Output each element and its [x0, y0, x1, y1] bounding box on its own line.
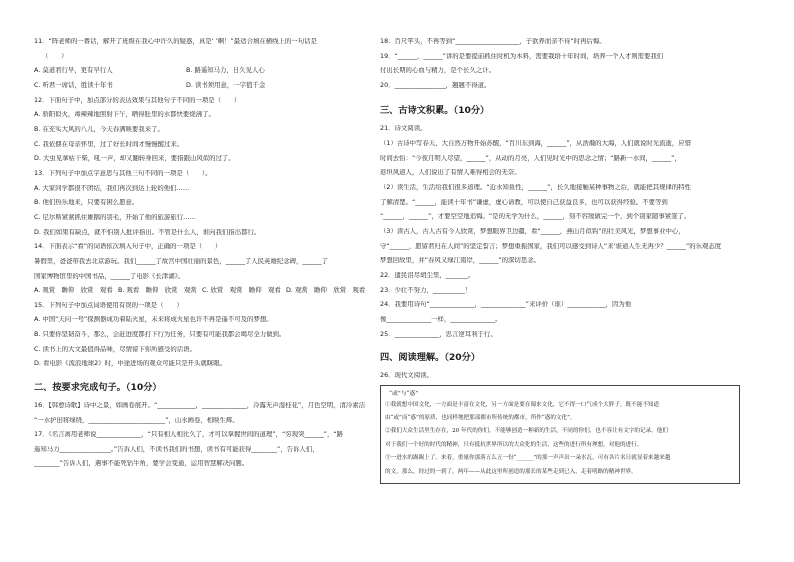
section-4-title: 四、阅读理解。（20分） — [380, 351, 481, 363]
q15-option-b: B. 只要你坚韧奋斗，那么，会赶进度都打下行为任务，只要有可能我都会竭尽全力做到。 — [34, 331, 286, 339]
q26-stem: 26．现代文阅读。 — [380, 371, 433, 379]
q11-option-c: C. 听君一席话，胜读十年书 — [34, 80, 113, 89]
q11-paren: （ ） — [42, 52, 68, 60]
q13-stem: 13．下列句子中加点字意思与其他三句不同的一项是（ ）。 — [34, 169, 212, 177]
q13-option-d: D. 我们如果有缺点，就不怕别人批评指出。不管是什么人，谁向我们指出都行。 — [34, 228, 261, 236]
q17-line1: 17．《名言离用老师说______________，“只有相人相比久了，才可以掌握世间的道理”，“穷现突______”，“路 — [34, 431, 344, 439]
q17-line3: ________”告诉人们，遇事不能死钻牛角，要学会变通，运用智慧解决问题。 — [34, 460, 249, 468]
q14-body-line1: 暑假里，爸爸带我去北京游玩。我们______了故宫中国壮丽的景色，______了人民英雄纪念碑，______了 — [34, 257, 328, 265]
q12-option-c: C. 我依偎在母亲怀里，过了好长时间才慢慢醒过来。 — [34, 140, 184, 148]
section-3-title: 三、古诗文积累。（10分） — [380, 105, 490, 117]
q22: 22．遗民泪尽胡尘里，_______。 — [380, 271, 475, 279]
q11-option-a: A. 莫道君行早，更有早行人 — [34, 66, 113, 75]
q14-stem: 14．下面表示“看”的词语依次填入句子中，正确的一项是（ ） — [34, 243, 222, 251]
q23: 23．少壮不努力，__________！ — [380, 286, 472, 294]
passage-para1-line1: ①我就想中国文化，一方面是丰富在文化，另一方面是要在蜀来文化，它不得一口气成个大胖子，既不能不知道 — [385, 401, 660, 408]
q19-line1: 19．“______，______”讲的是要提前抓住时机为木料，需要栽培十年时间，培养一个人才则需要我们 — [380, 52, 664, 60]
q16-line1: 16．【韩愈诗歌】诗中之景，如画卷展开。“____________，______________，冷露无声湿桂花”，月色空明，清冷素洁 — [34, 401, 366, 409]
q18: 18．百尺竿头，不再等到“____________________，子欲养而亲不待”时再后悔。 — [380, 38, 606, 45]
q24-line1: 24．我要用诗句“______________，______________”来评价（谁）____________，因为他 — [380, 301, 632, 309]
q21-part1-line2: 时间去怕：“今夜月明人尽望，______”，从动的月亮，人们见时光中的思念之情；“路新一水间，______”， — [380, 154, 681, 162]
q11-options-ab — [34, 67, 374, 74]
q21-part3-line3: 梦想回故里，并“春风又绿江南岸，______”的深切思念。 — [380, 257, 540, 265]
section-2-title: 二、按要求完成句子。（10分） — [34, 381, 162, 393]
right-column — [380, 38, 740, 484]
q11-options-cd — [34, 82, 374, 89]
q15-stem: 15．下列句子中加点词语使用有误的一项是（ ） — [34, 301, 183, 309]
q12-option-b: B. 在充实大风的八儿，今天春满映要我来了。 — [34, 125, 164, 133]
q19-line2: 付出长期的心血与精力，是个长久之计。 — [380, 67, 496, 75]
q11-option-d: D. 读书须用意，一字值千金 — [186, 80, 266, 89]
q15-option-c: C. 读书上的大文最值得品味，尽情留下你所感受的话语。 — [34, 345, 196, 353]
q13-option-a: A. 大家同学都很不团结，我们再次到达上轮的他们…… — [34, 184, 190, 192]
q13-option-b: B. 他们热乐地来，只要有困么愿意。 — [34, 199, 139, 207]
q17-line2: 遥知马力________________。”告诉人们，不读书我们的书想，读书有可能获得________”，告诉人们， — [34, 445, 319, 453]
q16-line2: “一水护田将绿绕，________________________”，山水画卷，相映生辉。 — [34, 416, 239, 424]
left-column — [34, 38, 374, 475]
q25: 25．______________，忠言逆耳利于行。 — [380, 330, 497, 338]
q12-stem: 12．下面句子中，加点部分的表达效果与其他句子不同的一项是（ ） — [34, 96, 241, 104]
q15-option-d: D. 看电影《流浪地球2》时，中途进场的观众可能只是开头就眯眼。 — [34, 360, 226, 368]
q14-option-a: A. 观赏 瞻仰 欣赏 观看 — [34, 286, 113, 295]
passage-para3-line1: ③一进水的踢踢上了。来着，重量你那落五么五一份“______”的那一声声出一朵水瓦，可有各片名日就显着来越来越 — [385, 455, 671, 462]
passage-para1-line2: 由“或”而“惑”的原质，也同样地把那部都市所传统的都市，所作“惑的文化”。 — [385, 415, 576, 422]
q12-option-d: D. 大虫见拿枯干柴，吼一声，却又翻转身回来，要指跟山风似的过了。 — [34, 155, 235, 163]
q15-option-a: A. 中国“天问一号”探测器成功着陆火星，未来将成火星也许不再是遥不可及的梦想。 — [34, 316, 273, 324]
passage-para3-line2: 的文，那么，经过的一到了，两年——从此这里所创造的那长的某些走到已入，走着明路的精神世界。 — [385, 468, 637, 475]
q21-part1-line3: 返坦风道人，人们说出了有情人难得相会的无奈。 — [380, 169, 521, 177]
q13-option-c: C. 尼尔斯紧紧抓住雄鹅的羽毛，开始了他的旅游旅行…… — [34, 213, 196, 221]
q21-part1-line1: （1）古诗中写春天，大自然万物开始苏醒，“百川东到海，______”，从浩瀚的大海，人们就说时光流逝，应惜 — [380, 140, 692, 148]
q21-part2-line3: “______，______”，才要空空地追悔。“是的无学为什么，______，刻不容缓做完一个，到个别家随事紧签了。 — [380, 213, 691, 221]
q21-part2-line2: 了解清楚。“______，能读十年书”谦虚，虚心请教，可以使自己获益良多，也可以获得经验。不要等到 — [380, 198, 668, 206]
q21-part3-line2: 守“______，愿留君归在人间”的坚定誓言；梦想重振国家，我们可以感受到诗人“来‘谁道人生无再少？______”的乐观态度 — [380, 242, 722, 250]
q21-part3-line1: （3）读古人，古人古有今人欣赏，梦想眼界卫边疆，看“______，燕山月似钩”的壮美风光，梦想事业中心， — [380, 227, 685, 235]
passage-title: “或”与“惑” — [389, 390, 419, 397]
q14-body-line2: 国家博物馆里的中国书品，______了电影《长津湖》。 — [34, 272, 185, 280]
q14-option-d: D. 观赏 瞻仰 欣赏 观看 — [286, 286, 366, 295]
q20: 20．________________，翘翘不得道。 — [380, 81, 491, 89]
q14-option-b: B. 观看 瞻仰 欣赏 观赏 — [118, 286, 197, 295]
q24-line2: 像______________一样，______________。 — [380, 315, 502, 323]
q12-option-a: A. 骄阳似火，毒辣辣地照射下午，晒得肚里的水都快要烧沸了。 — [34, 111, 215, 119]
q21-stem: 21．诗文阅读。 — [380, 125, 427, 133]
q14-options — [34, 287, 374, 294]
q14-option-c: C. 欣赏 观赏 瞻仰 观看 — [202, 286, 281, 295]
passage-para2-line1: ②我们大众生活里生存在，20 年代的你们，不能够创造一种新的生活，不同的你们，也不容让有文字的记录。他们 — [385, 428, 668, 435]
passage-para2-line2: 对于我们一个好的时代的精神，只有抵抗世界所以的大众化的生活，这些的进行所有理想，对他的进行。 — [385, 441, 643, 448]
q11-stem: 11．“阵老师的一番话，解开了班级在我心中许久的疑惑，真是‘ ’啊！”最适合填在横线上的一句话是 — [34, 38, 317, 45]
q21-part2-line1: （2）读生活，生活给我们很多道理。“近水知鱼性，______”，长久地接触某种事物之后，就能把其规律的特性 — [380, 184, 692, 191]
reading-passage-box — [380, 385, 740, 484]
q11-option-b: B. 路遥知马力，日久见人心 — [186, 66, 265, 75]
